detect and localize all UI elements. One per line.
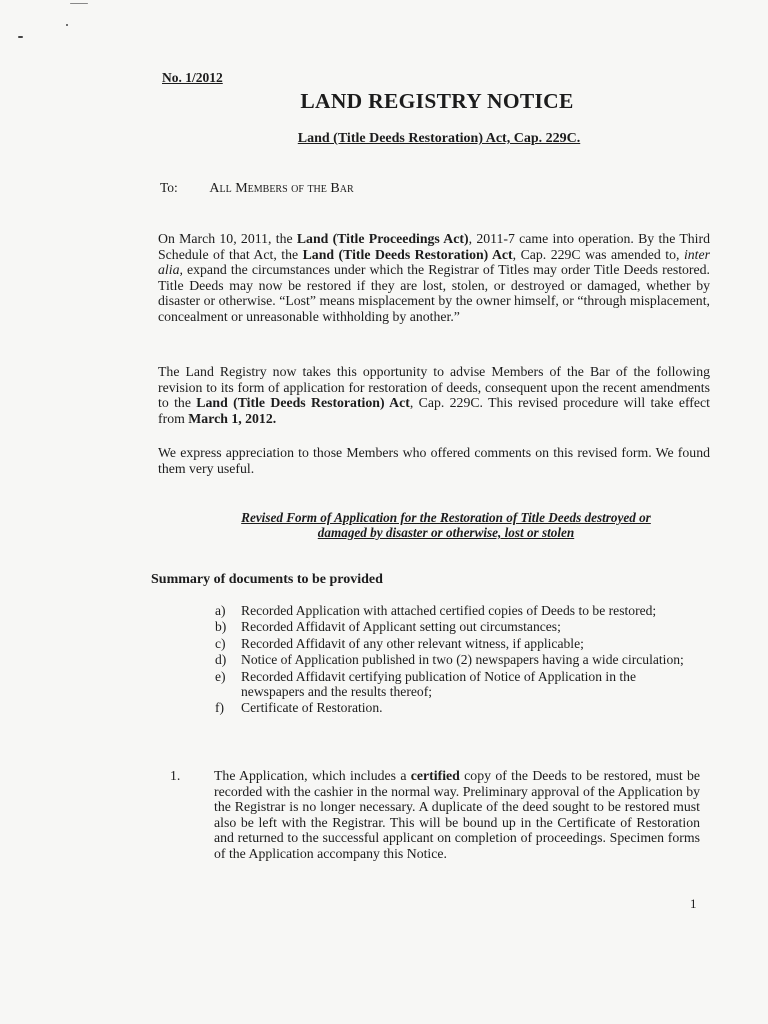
form-title bbox=[196, 510, 696, 540]
addressee-line bbox=[160, 180, 354, 197]
text-run: copy of the Deeds to be restored, must be recorded with the cashier in the normal way. Preliminary approval of the Application by the Registrar is no longer necessary. A duplicate of the deed sought to be restored must also be left with the Registrar. This will be bound up in the Certificate of Restoration and returned to the successful applicant on completion of proceedings. Specimen forms of the Application accompany this Notice. bbox=[214, 768, 701, 861]
list-text: Recorded Application with attached certified copies of Deeds to be restored; bbox=[241, 603, 657, 618]
notice-number: No. 1/2012 bbox=[162, 70, 223, 85]
act-reference: Land (Title Deeds Restoration) Act bbox=[196, 395, 410, 411]
paragraph-body bbox=[214, 768, 700, 862]
paragraph-number: 1. bbox=[170, 768, 181, 783]
recipients: All Members of the Bar bbox=[209, 181, 354, 196]
form-title-line: Revised Form of Application for the Restoration of Title Deeds destroyed or bbox=[241, 510, 651, 525]
list-text: Recorded Affidavit of Applicant setting out circumstances; bbox=[241, 619, 561, 635]
text-run: expand the circumstances under which the Registrar of Titles may order Title Deeds restored. Title Deeds may now be restored if they are lost, stolen, or destroyed or damaged, whether by disaster or otherwise. “Lost” means misplacement by the owner himself, or “through misplacement, concealment or unreasonable withholding by another.” bbox=[158, 262, 710, 324]
summary-heading: Summary of documents to be provided bbox=[151, 572, 383, 587]
text-run: , Cap. 229C was amended to, bbox=[512, 246, 684, 262]
list-marker: b) bbox=[215, 619, 227, 635]
text-run: The Application, which includes a bbox=[214, 768, 411, 783]
text-run: The Land Registry now takes this opportunity to advise Members of the Bar of the following revision to its form of application for restoration of deeds, consequent upon the recent amendments to the bbox=[158, 364, 710, 411]
scan-speck bbox=[66, 24, 68, 26]
scan-speck bbox=[70, 3, 88, 4]
act-reference: Land (Title Deeds Restoration) Act bbox=[302, 246, 513, 262]
paragraph-revision bbox=[158, 364, 710, 426]
list-item bbox=[215, 652, 695, 667]
paragraph-appreciation: We express appreciation to those Members who offered comments on this revised form. We found them very useful. bbox=[158, 445, 710, 476]
paragraph-intro bbox=[158, 231, 710, 325]
act-reference: Land (Title Proceedings Act) bbox=[296, 231, 469, 246]
form-title-line: damaged by disaster or otherwise, lost or stolen bbox=[317, 525, 575, 540]
list-marker: d) bbox=[215, 652, 227, 668]
text-run: , Cap. 229C. This revised procedure will take effect from bbox=[158, 395, 710, 426]
act-subtitle: Land (Title Deeds Restoration) Act, Cap. 229C. bbox=[297, 131, 581, 146]
list-marker: a) bbox=[215, 603, 226, 618]
list-text: Recorded Affidavit certifying publication of Notice of Application in the newspapers and the results thereof; bbox=[241, 668, 636, 700]
list-item bbox=[215, 619, 695, 634]
scan-speck bbox=[18, 36, 23, 38]
list-item bbox=[215, 636, 695, 651]
to-label: To: bbox=[160, 180, 178, 195]
list-item bbox=[215, 700, 695, 715]
text-run: , 2011-7 came into operation. By the Third Schedule of that Act, the bbox=[158, 231, 710, 262]
list-text: Recorded Affidavit of any other relevant witness, if applicable; bbox=[241, 635, 584, 651]
page-title: LAND REGISTRY NOTICE bbox=[300, 89, 574, 113]
list-marker: f) bbox=[215, 700, 225, 716]
list-text: Notice of Application published in two (2) newspapers having a wide circulation; bbox=[241, 652, 684, 668]
effective-date: March 1, 2012. bbox=[188, 410, 277, 426]
latin-phrase: inter alia, bbox=[158, 246, 711, 278]
emphasis: certified bbox=[410, 768, 460, 783]
page-number: 1 bbox=[690, 896, 697, 911]
list-item bbox=[215, 669, 695, 700]
list-marker: e) bbox=[215, 668, 226, 684]
list-item bbox=[215, 603, 695, 618]
documents-list bbox=[215, 603, 695, 717]
text-run: On March 10, 2011, the bbox=[158, 231, 297, 246]
list-text: Certificate of Restoration. bbox=[241, 700, 383, 716]
list-marker: c) bbox=[215, 635, 226, 651]
